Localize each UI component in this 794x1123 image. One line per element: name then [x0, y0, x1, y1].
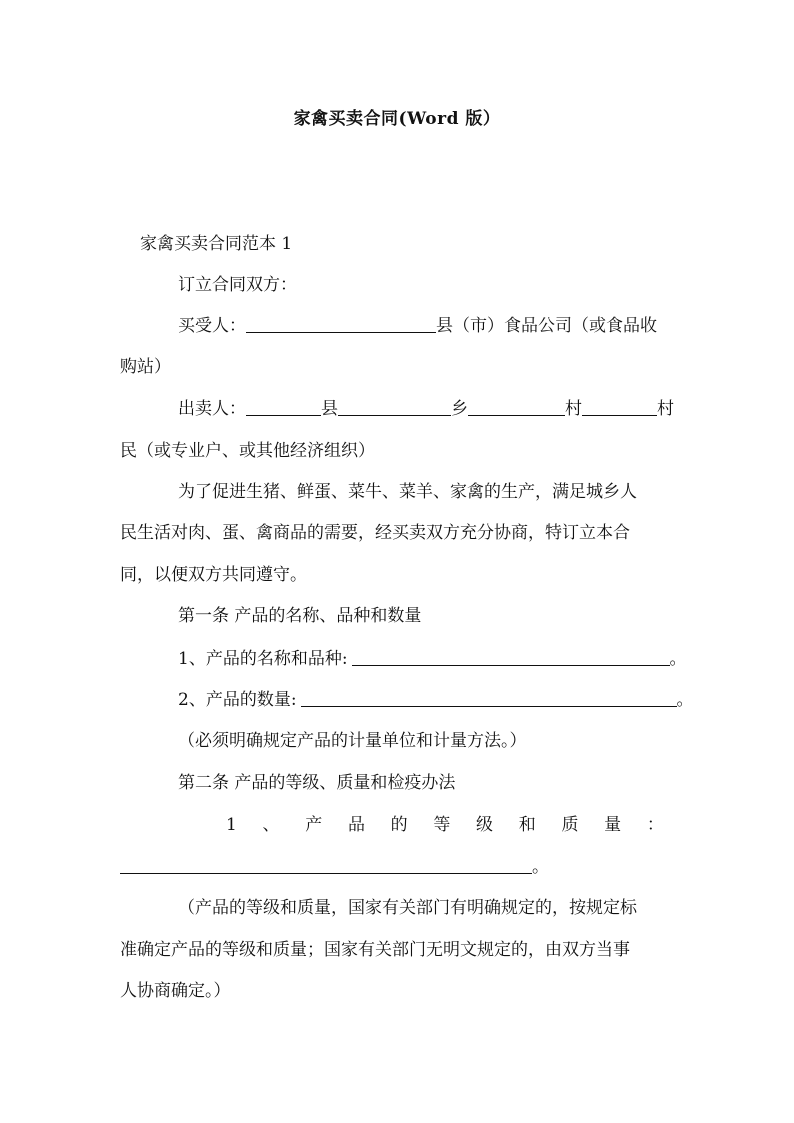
parties-label: 订立合同双方： [178, 275, 297, 295]
seller-line [178, 397, 738, 421]
item-2-1-end: 。 [532, 857, 549, 877]
buyer-blank[interactable] [246, 314, 436, 333]
item-2-1-char: ： [646, 815, 664, 835]
item-1-2-end: 。 [676, 690, 694, 710]
seller-village-blank[interactable] [468, 397, 565, 416]
item-1-2-label: 2、产品的数量: [178, 690, 297, 710]
seller-villager-blank[interactable] [582, 397, 657, 416]
product-quantity-blank[interactable] [301, 688, 677, 707]
purpose-line-1: 为了促进生猪、鲜蛋、菜牛、菜羊、家禽的生产，满足城乡人 [178, 482, 637, 502]
purpose-line-3: 同，以便双方共同遵守。 [120, 565, 307, 585]
item-2-1-spread [226, 813, 664, 837]
item-2-1-char: 品 [347, 815, 365, 835]
article-1-heading: 第一条 产品的名称、品种和数量 [178, 606, 422, 626]
seller-village: 村 [565, 399, 582, 419]
item-2-1-char: 1 [226, 815, 237, 835]
item-1-2 [178, 688, 738, 712]
purpose-line-2: 民生活对肉、蛋、禽商品的需要，经买卖双方充分协商，特订立本合 [120, 523, 630, 543]
item-1-1-end: 。 [669, 649, 687, 669]
article-2-heading: 第二条 产品的等级、质量和检疫办法 [178, 773, 456, 793]
seller-township-blank[interactable] [338, 397, 451, 416]
seller-county: 县 [321, 399, 338, 419]
item-2-1-char: 质 [561, 815, 579, 835]
document-title: 家禽买卖合同(Word 版） [293, 109, 501, 129]
note-2-line-2: 准确定产品的等级和质量；国家有关部门无明文规定的，由双方当事 [120, 940, 630, 960]
item-2-1-blank-line [120, 855, 680, 879]
item-1-1 [178, 647, 738, 671]
item-2-1-char: 和 [518, 815, 536, 835]
buyer-line [178, 314, 738, 338]
product-name-blank[interactable] [352, 647, 670, 666]
contract-heading: 家禽买卖合同范本 1 [140, 234, 293, 254]
item-2-1-char: 量 [604, 815, 622, 835]
item-1-1-label: 1、产品的名称和品种: [178, 649, 348, 669]
seller-label: 出卖人： [178, 399, 246, 419]
note-1: （必须明确规定产品的计量单位和计量方法。） [178, 731, 527, 751]
seller-villager: 村 [657, 399, 674, 419]
note-2-line-1: （产品的等级和质量，国家有关部门有明确规定的，按规定标 [178, 898, 637, 918]
quality-grade-blank[interactable] [120, 855, 532, 874]
seller-continuation: 民（或专业户、或其他经济组织） [120, 441, 375, 461]
buyer-continuation: 购站） [120, 357, 171, 377]
item-2-1-char: 级 [476, 815, 494, 835]
item-2-1-char: 等 [433, 815, 451, 835]
buyer-label: 买受人： [178, 316, 246, 336]
item-2-1-char: 的 [390, 815, 408, 835]
seller-township: 乡 [451, 399, 468, 419]
note-2-line-3: 人协商确定。） [120, 981, 231, 1001]
item-2-1-char: 、 [262, 815, 280, 835]
seller-county-blank[interactable] [246, 397, 321, 416]
item-2-1-char: 产 [305, 815, 323, 835]
buyer-suffix: 县（市）食品公司（或食品收 [436, 316, 657, 336]
